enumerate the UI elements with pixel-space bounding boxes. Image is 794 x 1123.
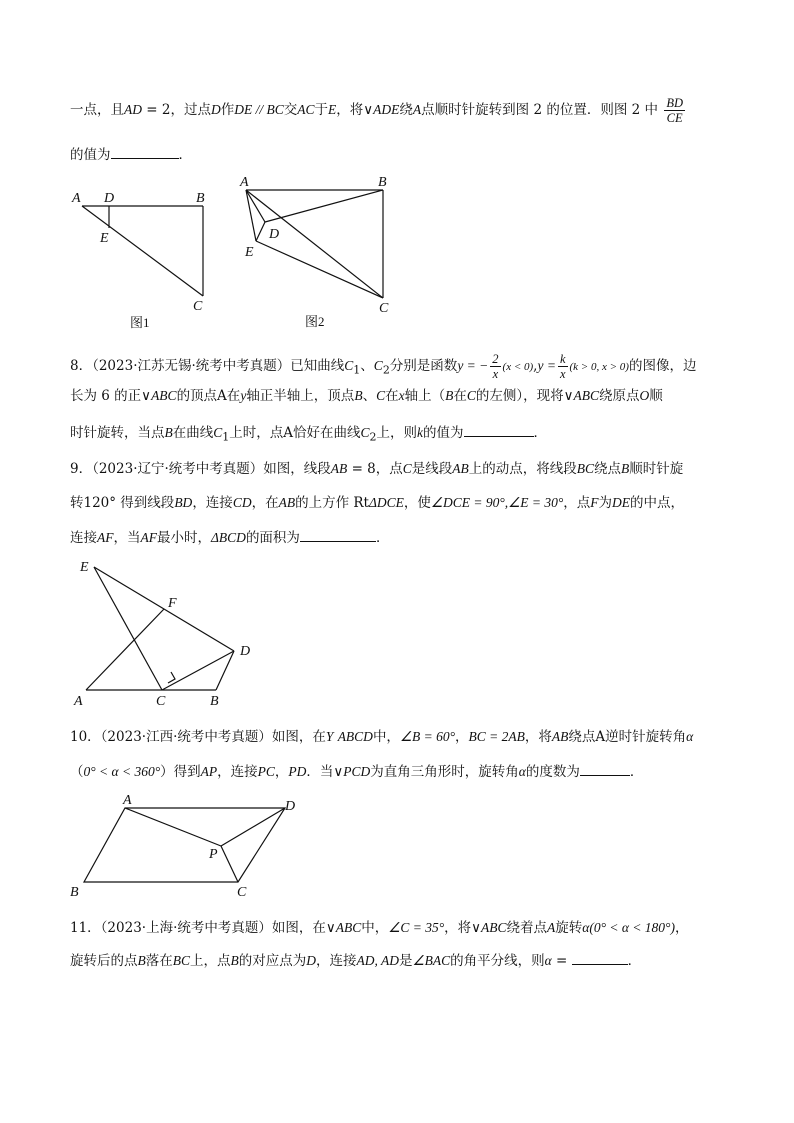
fig2-segment-bd <box>265 190 383 222</box>
q10-figure <box>64 790 314 905</box>
q10-segment-pd <box>221 808 285 846</box>
q10-label-a: A <box>123 793 132 808</box>
q10-label-b: B <box>70 885 79 900</box>
fig1-label-a: A <box>72 191 81 206</box>
q10-segment-ap <box>125 808 221 846</box>
q7-figure-1 <box>60 180 240 330</box>
fig1-label-b: B <box>196 191 205 206</box>
q11-answer-blank[interactable] <box>572 950 628 965</box>
q10-line-1: 10．（2023·江西·统考中考真题）如图，在Y ABCD中，∠B = 60°，BC = 2AB，将AB绕点A逆时针旋转角α <box>70 729 694 745</box>
fig2-side-ac <box>246 190 383 298</box>
fig2-label-c: C <box>379 301 389 316</box>
q8-answer-blank[interactable] <box>464 422 534 437</box>
q9-answer-blank[interactable] <box>300 527 376 542</box>
q8-fraction-k-over-x: $\frac{k}{x}$ <box>559 352 566 381</box>
q10-line-2: （0° < α < 360°）得到AP，连接PC，PD．当∨PCD为直角三角形时，旋转角α的度数为 ． <box>70 761 730 782</box>
q9-line-1: 9．（2023·辽宁·统考中考真题）如图，线段AB = 8，点C是线段AB上的动点，将线段BC绕点B顺时针旋 <box>70 461 684 477</box>
q8-line-3: 时针旋转，当点B在曲线$C_1$上时，点A恰好在曲线$C_2$上，则k的值为 ． <box>70 422 730 448</box>
q7-line-2: 的值为 ． <box>70 144 730 165</box>
q9-figure <box>70 555 270 710</box>
q7-bd-over-ce-fraction: $\frac{BD}{CE}$ <box>666 96 683 125</box>
fig1-label-c: C <box>193 299 203 314</box>
fig2-label-b: B <box>378 175 387 190</box>
q9-label-b: B <box>210 694 219 709</box>
fig1-label-e: E <box>100 231 109 246</box>
q8-line-2: 长为 6 的正∨ABC的顶点A在y轴正半轴上，顶点B、C在x轴上（B在C的左侧），现将∨ABC绕原点O顺 <box>70 388 663 404</box>
q10-label-p: P <box>209 847 218 862</box>
q9-segment-bd <box>216 651 234 690</box>
q8-line-1: 8．（2023·江苏无锡·统考中考真题）已知曲线$C_1$、$C_2$分别是函数y = − $\frac{2}{x}$ (x < 0),y = $\frac{k}{x}$ (k > 0, x > 0)的图像，边 <box>70 352 697 381</box>
fig1-caption: 图1 <box>130 315 150 330</box>
q9-line-3: 连接AF，当AF最小时，ΔBCD的面积为 ． <box>70 527 730 548</box>
fig2-label-a: A <box>240 175 249 190</box>
q7-line-1: 一点，且AD = 2，过点D作DE // BC交AC于E，将∨ADE绕A点顺时针旋转到图 2 的位置．则图 2 中 $\frac{BD}{CE}$ <box>70 96 683 125</box>
q7-answer-blank[interactable] <box>111 144 179 159</box>
q11-line-2: 旋转后的点B落在BC上，点B的对应点为D，连接AD, AD是∠BAC的角平分线，则α = ． <box>70 950 730 971</box>
q9-line-2: 转120° 得到线段BD，连接CD，在AB的上方作 RtΔDCE，使∠DCE = 90°,∠E = 30°，点F为DE的中点， <box>70 495 684 511</box>
q10-answer-blank[interactable] <box>580 761 630 776</box>
q11-line-1: 11．（2023·上海·统考中考真题）如图，在∨ABC中，∠C = 35°，将∨ABC绕着点A旋转α(0° < α < 180°)， <box>70 920 689 936</box>
fig1-label-d: D <box>104 191 115 206</box>
fig2-segment-ce <box>256 241 383 298</box>
q9-label-f: F <box>168 596 177 611</box>
q8-fraction-2-over-x: $\frac{2}{x}$ <box>492 352 499 381</box>
q9-segment-cd <box>162 651 234 690</box>
fig2-label-d: D <box>269 227 280 242</box>
fig2-label-e: E <box>245 245 254 260</box>
fig1-side-ac <box>82 206 203 296</box>
q7-figure-2 <box>236 170 416 335</box>
q9-label-c: C <box>156 694 166 709</box>
fig2-caption: 图2 <box>305 314 325 329</box>
q10-parallelogram-abcd <box>84 808 285 882</box>
q10-label-c: C <box>237 885 247 900</box>
q9-label-a: A <box>74 694 83 709</box>
q9-label-d: D <box>240 644 251 659</box>
fig2-side-de <box>256 222 265 241</box>
q9-label-e: E <box>80 560 89 575</box>
q9-right-angle-mark <box>168 672 175 683</box>
q9-segment-af <box>86 609 164 690</box>
q10-label-d: D <box>285 799 296 814</box>
q10-segment-pc <box>221 846 238 882</box>
